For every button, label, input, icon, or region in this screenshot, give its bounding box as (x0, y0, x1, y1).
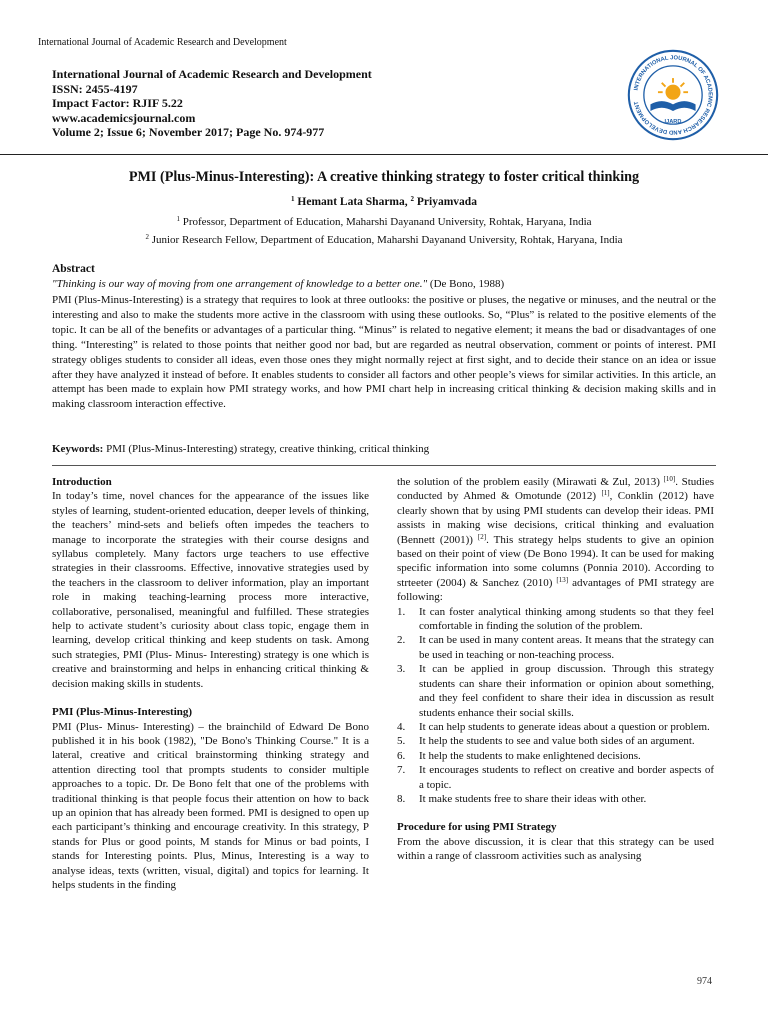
list-text: It can be used in many content areas. It means that the strategy can be used in teaching or non-teaching process. (419, 634, 714, 661)
list-item (397, 792, 714, 806)
abstract-quote-source: (De Bono, 1988) (427, 278, 505, 290)
list-item (397, 720, 714, 734)
list-item (397, 734, 714, 748)
left-column (52, 475, 369, 892)
list-number: 8. (397, 792, 406, 805)
list-number: 7. (397, 764, 406, 777)
right-text-4: . This strategy helps students to give an opinion based on their point of view (De Bono 1994). It can be used for making specific information into some columns (Ponnia 2010). According to strteeter (2004) & Sanchez (2010) (397, 533, 714, 589)
logo-sun-icon (658, 78, 688, 100)
author1-sup: 1 (291, 195, 295, 203)
list-number: 2. (397, 634, 406, 647)
author2-sup: 2 (410, 195, 415, 203)
page-number: 974 (697, 976, 712, 987)
abstract-body: PMI (Plus-Minus-Interesting) is a strategy that requires to look at three outlooks: the positive or pluses, the negative or minuses, and the neutral or the interesting and also to make the students more active in the classroom with using these outlooks. So, “Plus” is related to the positive elements of the topic. It can be all of the benefits or advantages of a particular thing. “Minus” is related to negative element; it means the bad or disadvantages of one thing. “Interesting” is related to those points that neither good nor bad, but are regarded as neutral observation, comment or points of interest. PMI strategy obliges students to consider all ideas, even those ones they might normally reject at first sight, and to decide their stance on an idea or issue after they have analyzed it instead of before. It enables students to consider all factors and other people’s views for similar activities. In this article, an attempt has been made to explain how PMI strategy works, and how PMI chart help in increasing critical thinking & decision making skills and in making classroom interaction effective. (52, 294, 716, 411)
affiliation-1-sup: 1 (176, 215, 180, 223)
pmi-text: PMI (Plus- Minus- Interesting) – the brainchild of Edward De Bono published it in his book (1982), "De Bono's Thinking Course." It is a lateral, creative and critical brainstorming thinking strategy and attention directing tool that prompts students to consider multiple approaches to a topic. Dr. De Bono felt that one of the problems with traditional thinking is that people focus their attention on how to back up an opinion that has already been formed. PMI is designed to open up each participant’s thinking and encourage creativity. In this strategy, P stands for Plus or good points, M stands for Minus or bad points, I stands for Interesting points. Plus, Minus, Interesting is a way to analyse ideas, texts (written, visual, digital) and topics for learning. It helps students in the finding (52, 720, 369, 891)
affiliation-2-sup: 2 (145, 233, 149, 241)
procedure-text: From the above discussion, it is clear that this strategy can be used within a range of classroom activities such as analysing (397, 835, 714, 863)
citation-2: [2] (477, 532, 487, 541)
author1-name: Hemant Lata Sharma, (297, 196, 411, 208)
introduction-text: In today’s time, novel chances for the appearance of the issues like styles of learning, student-oriented education, deeper levels of thinking, the teachers’ mind-sets and beliefs often impedes the teachers to manage to incorporate the strategies with their course designs and syllabus completely. Many factors urge teachers to use effective strategies in their classrooms. Effective, innovative strategies used by the teachers in the classroom to deliver information, play an important role in making teaching-learning process more interactive, collaborative, personalised, meaningful and fulfilled. These strategies help to activate student’s curiosity about class topic, engage them in learning, develop critical thinking and keep students on task. Among such strategies, PMI (Plus- Minus- Interesting) strategy is one which is creative and brainstorming and helps in enhancing critical thinking & decision making skills in students. (52, 490, 369, 690)
journal-impact-factor: Impact Factor: RJIF 5.22 (52, 96, 183, 111)
authors (0, 196, 768, 208)
journal-name: International Journal of Academic Research and Development (52, 67, 372, 81)
list-text: It encourages students to reflect on creative and border aspects of a topic. (419, 764, 714, 791)
right-text-1: the solution of the problem easily (Mirawati & Zul, 2013) (397, 476, 664, 488)
logo-center-text: IJARD (664, 119, 682, 126)
affiliation-1 (0, 216, 768, 228)
list-number: 4. (397, 720, 406, 733)
journal-info (52, 67, 372, 140)
section-rule (52, 465, 716, 466)
logo-book-icon (650, 101, 695, 111)
right-column (397, 475, 714, 864)
citation-10: [10] (663, 475, 676, 483)
list-text: It make students free to share their ideas with other. (419, 792, 647, 805)
pmi-heading: PMI (Plus-Minus-Interesting) (52, 706, 193, 719)
list-number: 6. (397, 749, 406, 762)
list-number: 1. (397, 605, 406, 618)
abstract-quote (52, 278, 716, 290)
advantages-list (397, 605, 714, 807)
list-text: It can foster analytical thinking among students so that they feel comfortable in finding the solution of the problem. (419, 605, 714, 633)
journal-website: www.academicsjournal.com (52, 110, 196, 125)
list-text: It help the students to see and value both sides of an argument. (419, 735, 695, 748)
paper-title: PMI (Plus-Minus-Interesting): A creative thinking strategy to foster critical thinking (128, 169, 640, 185)
citation-13: [13] (556, 575, 569, 584)
keywords-label: Keywords: (52, 443, 104, 455)
keywords (52, 443, 716, 455)
introduction-heading: Introduction (52, 476, 112, 488)
right-intro-paragraph (397, 475, 714, 605)
journal-volume: Volume 2; Issue 6; November 2017; Page No. 974-977 (52, 125, 325, 140)
list-item (397, 662, 714, 720)
list-item (397, 633, 714, 662)
running-head: International Journal of Academic Research and Development (38, 37, 287, 48)
right-text-5: advantages of PMI strategy are following: (397, 576, 715, 604)
journal-issn: ISSN: 2455-4197 (52, 81, 138, 96)
list-item (397, 605, 714, 634)
journal-logo (626, 48, 720, 142)
right-text-3: , Conklin (2012) have clearly shown that by using PMI students can develop their ideas. PMI assists in making wise decisions, critical thinking and evaluation (Bennett (2001)) (397, 490, 714, 546)
list-item (397, 749, 714, 763)
abstract-quote-text: "Thinking is our way of moving from one arrangement of knowledge to a better one." (52, 278, 428, 290)
list-number: 3. (397, 663, 406, 676)
abstract-heading: Abstract (52, 263, 95, 275)
citation-1: [1] (601, 489, 610, 498)
list-number: 5. (397, 735, 406, 748)
keywords-text: PMI (Plus-Minus-Interesting) strategy, creative thinking, critical thinking (103, 443, 430, 455)
logo-ring-text: INTERNATIONAL JOURNAL OF ACADEMIC RESEARCH AND DEVELOPMENT (633, 55, 713, 135)
procedure-heading: Procedure for using PMI Strategy (397, 821, 557, 834)
list-text: It can be applied in group discussion. Through this strategy students can share their information or opinion about something, and they feel confident to share their idea in discussion as result students enhance their social skills. (419, 663, 714, 719)
right-text-2: . Studies conducted by Ahmed & Omotunde (2012) (397, 476, 714, 503)
affiliation-1-text: Professor, Department of Education, Maharshi Dayanand University, Rohtak, Haryana, India (182, 216, 592, 228)
list-text: It help the students to make enlightened decisions. (419, 749, 641, 762)
author2-name: Priyamvada (416, 196, 477, 208)
list-item (397, 763, 714, 792)
affiliation-2 (0, 234, 768, 246)
affiliation-2-text: Junior Research Fellow, Department of Education, Maharshi Dayanand University, Rohtak, Haryana, India (151, 234, 623, 246)
list-text: It can help students to generate ideas about a question or problem. (419, 720, 710, 733)
header-rule (0, 154, 768, 155)
